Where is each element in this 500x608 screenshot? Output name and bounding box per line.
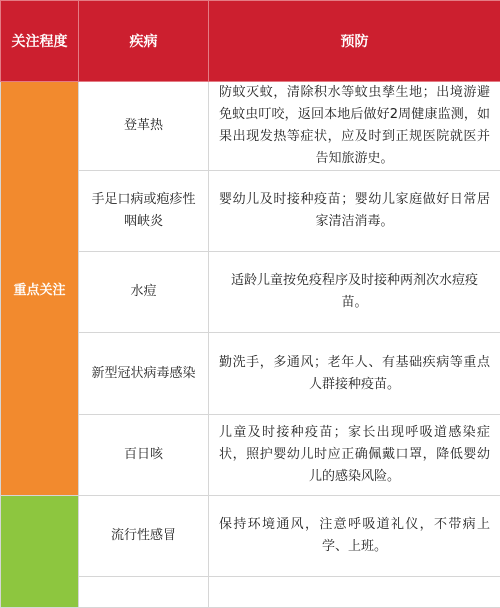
prevention-text: 勤洗手，多通风；老年人、有基础疾病等重点人群接种疫苗。 bbox=[209, 333, 500, 415]
disease-name: 手足口病或疱疹性咽峡炎 bbox=[79, 171, 209, 252]
prevention-text: 保持环境通风，注意呼吸道礼仪，不带病上学、上班。 bbox=[209, 496, 500, 577]
prevention-text: 防蚊灭蚊，清除积水等蚊虫孳生地；出境游避免蚊虫叮咬，返回本地后做好2周健康监测，如果出现发热等症状，应及时到正规医院就医并告知旅游史。 bbox=[209, 82, 500, 171]
header-row bbox=[1, 1, 500, 82]
header-level: 关注程度 bbox=[1, 1, 79, 82]
prevention-text: 婴幼儿及时接种疫苗；婴幼儿家庭做好日常居家清洁消毒。 bbox=[209, 171, 500, 252]
disease-name-cut bbox=[79, 577, 209, 608]
prevention-text: 适龄儿童按免疫程序及时接种两剂次水痘疫苗。 bbox=[209, 252, 500, 333]
header-prevention: 预防 bbox=[209, 1, 500, 82]
level-general bbox=[1, 496, 79, 608]
disease-name: 水痘 bbox=[79, 252, 209, 333]
disease-name: 新型冠状病毒感染 bbox=[79, 333, 209, 415]
level-key-focus: 重点关注 bbox=[1, 82, 79, 496]
header-disease: 疾病 bbox=[79, 1, 209, 82]
prevention-text-cut bbox=[209, 577, 500, 608]
disease-name: 百日咳 bbox=[79, 415, 209, 496]
disease-name: 流行性感冒 bbox=[79, 496, 209, 577]
disease-name: 登革热 bbox=[79, 82, 209, 171]
prevention-text: 儿童及时接种疫苗；家长出现呼吸道感染症状，照护婴幼儿时应正确佩戴口罩，降低婴幼儿的感染风险。 bbox=[209, 415, 500, 496]
table-row bbox=[1, 82, 500, 171]
table-row bbox=[1, 496, 500, 577]
